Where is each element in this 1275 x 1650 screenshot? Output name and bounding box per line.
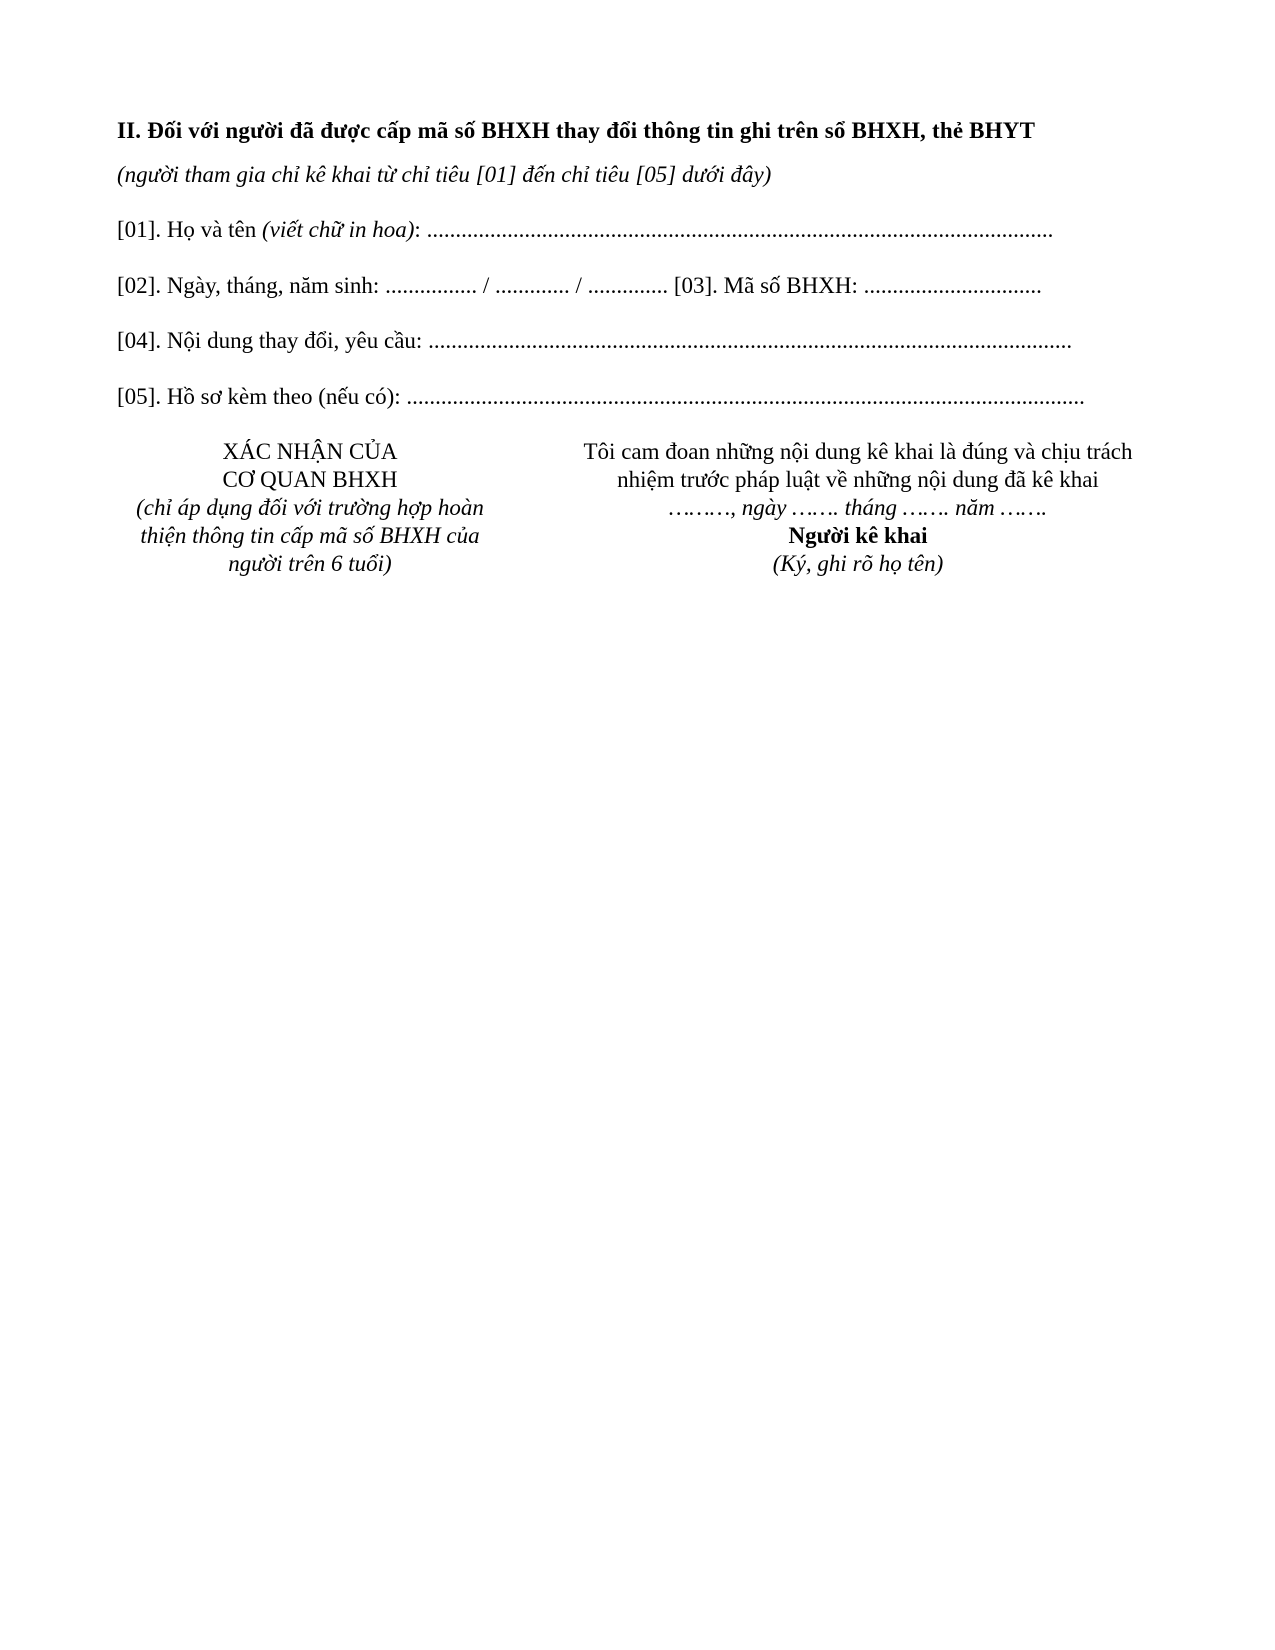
field-02-year-blank[interactable]: .............. bbox=[587, 273, 669, 298]
field-01-blank[interactable]: ............................................................................................................. bbox=[426, 217, 1054, 242]
field-01-full-name bbox=[117, 215, 1147, 245]
declarant-signature-block bbox=[548, 438, 1168, 578]
field-05-attachments bbox=[117, 382, 1147, 412]
field-02-label: [02]. Ngày, tháng, năm sinh: bbox=[117, 273, 386, 298]
field-02-month-blank[interactable]: ............. bbox=[494, 273, 570, 298]
field-05-label: [05]. Hồ sơ kèm theo (nếu có): bbox=[117, 384, 407, 409]
commitment-line2: nhiệm trước pháp luật về những nội dung đã kê khai bbox=[617, 467, 1099, 492]
field-02-03-row bbox=[117, 271, 1147, 301]
commitment-line1: Tôi cam đoan những nội dung kê khai là đúng và chịu trách bbox=[583, 439, 1133, 464]
field-03-blank[interactable]: ............................... bbox=[863, 273, 1042, 298]
signer-note: (Ký, ghi rõ họ tên) bbox=[772, 551, 944, 576]
field-04-blank[interactable]: ................................................................................................................ bbox=[428, 328, 1073, 353]
date-line[interactable]: ………, ngày ……. tháng ……. năm ……. bbox=[668, 495, 1048, 520]
field-05-blank[interactable]: ...................................................................................................................... bbox=[406, 384, 1085, 409]
confirmation-heading-line1: XÁC NHẬN CỦA bbox=[222, 439, 398, 464]
field-01-label: [01]. Họ và tên bbox=[117, 217, 262, 242]
signer-title: Người kê khai bbox=[788, 523, 928, 548]
section-title: II. Đối với người đã được cấp mã số BHXH thay đổi thông tin ghi trên sổ BHXH, thẻ BHYT bbox=[117, 118, 1036, 143]
field-01-colon: : bbox=[414, 217, 427, 242]
confirmation-note-line2: thiện thông tin cấp mã số BHXH của bbox=[140, 523, 480, 548]
confirmation-note-line3: người trên 6 tuổi) bbox=[228, 551, 392, 576]
bhxh-confirmation-block bbox=[100, 438, 520, 578]
field-03-label: [03]. Mã số BHXH: bbox=[673, 273, 864, 298]
confirmation-heading-line2: CƠ QUAN BHXH bbox=[222, 467, 398, 492]
field-04-label: [04]. Nội dung thay đổi, yêu cầu: bbox=[117, 328, 429, 353]
confirmation-note-line1: (chỉ áp dụng đối với trường hợp hoàn bbox=[136, 495, 484, 520]
field-04-change-content bbox=[117, 326, 1147, 356]
field-02-day-blank[interactable]: ................ bbox=[385, 273, 478, 298]
field-02-separator: / bbox=[477, 273, 495, 298]
field-01-hint: (viết chữ in hoa) bbox=[262, 217, 415, 242]
field-02-separator: / bbox=[569, 273, 588, 298]
section-note: (người tham gia chỉ kê khai từ chỉ tiêu [01] đến chỉ tiêu [05] dưới đây) bbox=[117, 162, 772, 187]
